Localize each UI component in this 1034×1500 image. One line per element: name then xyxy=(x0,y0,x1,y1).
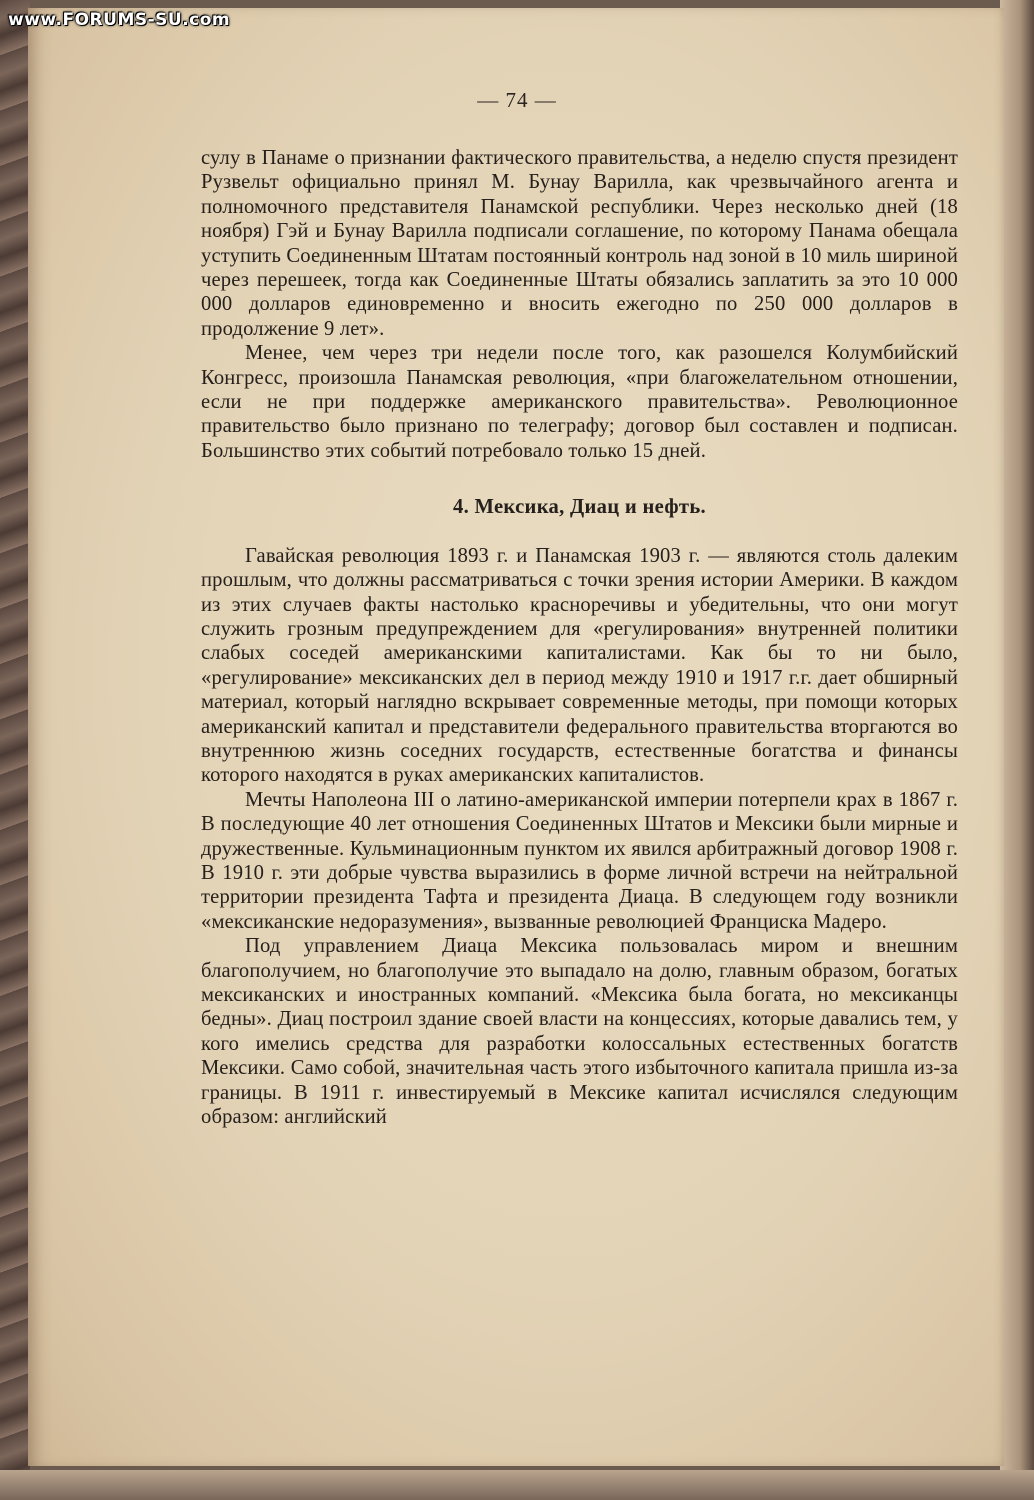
paragraph: Гавайская революция 1893 г. и Панамская 1903 г. — являются столь далеким прошлым, что должны рассматриваться с точки зрения истории Америки. В каждом из этих случаев факты настолько красноречивы и убедительны, что они могут служить грозным предупреждением для «регулирования» внутренней политики слабых соседей американскими капиталистами. Как бы то ни было, «регулирование» мексиканских дел в период между 1910 и 1917 г.г. дает обширный материал, который наглядно вскрывает современные методы, при помощи которых американский капитал и представители федерального правительства вторгаются во внутреннюю жизнь соседних государств, естественные богатства и финансы которого находятся в руках американских капиталистов. xyxy=(201,544,958,787)
paragraph: Под управлением Диаца Мексика пользовалась миром и внешним благополучием, но благополучие это выпадало на долю, главным образом, богатых мексиканских и иностранных компаний. «Мексика была богата, но мексиканцы бедны». Диац построил здание своей власти на концессиях, которые давались тем, у кого имелись средства для разработки колоссальных естественных богатств Мексики. Само собой, значительная часть этого избыточного капитала пришла из-за границы. В 1911 г. инвестируемый в Мексике капитал исчислялся следующим образом: английский xyxy=(201,935,958,1129)
book-binding-bottom xyxy=(0,1470,1034,1500)
page-number: — 74 — xyxy=(477,88,557,112)
paragraph: Мечты Наполеона III о латино-американской империи потерпели крах в 1867 г. В последующие 40 лет отношения Соединенных Штатов и Мексики были мирные и дружественные. Кульминационным пунктом их явился арбитражный договор 1908 г. В 1910 г. эти добрые чувства выразились в форме личной встречи на нейтральной территории президента Тафта и президента Диаца. В следующем году возникли «мексиканские недоразумения», вызванные революцией Франциска Мадеро. xyxy=(201,788,958,933)
page-text xyxy=(201,146,958,1129)
section-heading: 4. Мексика, Диац и нефть. xyxy=(453,496,706,519)
page-edges-right xyxy=(1000,0,1034,1500)
watermark: www.FORUMS-SU.com xyxy=(8,10,231,30)
book-binding-left xyxy=(0,0,30,1500)
paragraph: Менее, чем через три недели после того, как разошелся Колумбийский Конгресс, произошла Панамская революция, «при благожелательном отношении, если не при поддержке американского правительства». Революционное правительство было признано по телеграфу; договор был составлен и подписан. Большинство этих событий потребовало только 15 дней. xyxy=(201,342,958,462)
paragraph: сулу в Панаме о признании фактического правительства, а неделю спустя президент Рузвельт официально принял М. Бунау Варилла, как чрезвычайного агента и полномочного представителя Панамской республики. Через несколько дней (18 ноября) Гэй и Бунау Варилла подписали соглашение, по которому Панама обещала уступить Соединенным Штатам постоянный контроль над зоной в 10 миль шириной через перешеек, тогда как Соединенные Штаты обязались заплатить за это 10 000 000 долларов единовременно и вносить ежегодно по 250 000 долларов в продолжение 9 лет». xyxy=(201,147,958,340)
